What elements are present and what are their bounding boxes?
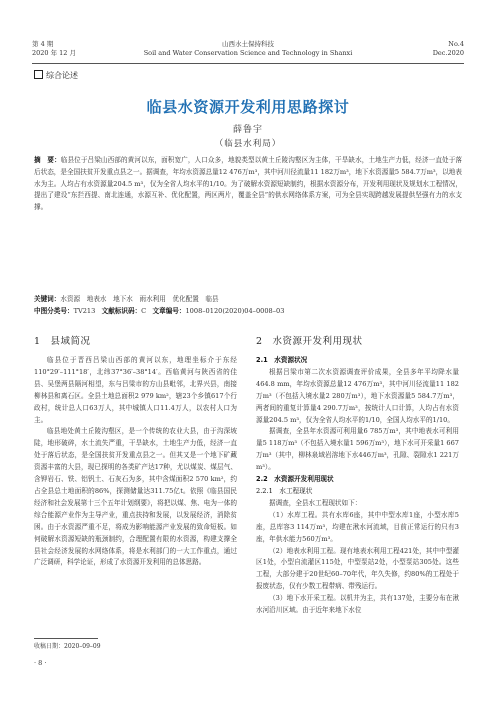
page-number: · 8 · xyxy=(34,659,47,667)
paragraph: 临县地处黄土丘陵沟壑区，是一个传统的农业大县，由于沟深坡陡，地形破碎，水土流失严重，干旱缺水，土地生产力低，经济一直处于落后状态，是全国扶贫开发重点县之一。但其又是一个地下矿藏资源丰富的大县，现已探明的各类矿产达17种，尤以煤炭、煤层气、含钾岩石、铁、铝钒土、石灰石为多，其中含煤面积2 570 km²，约占全县总土地面积的86%，探测储量达311.75亿t。依照《临县国民经济和社会发展第十三个五年计划纲要》，将把以煤、焦、电为一体的综合能源产业作为主导产业，重点扶持和发展，以发展经济，消除贫困。由于水资源严重不足，将成为影响能源产业发展的致命短板。如何破解水资源短缺的瓶颈制约，合理配置有限的水资源，构建支撑全县社会经济发展的水网络体系，将是水利部门的一大工作重点，通过广泛调研，科学论证，形成了水资源开发利用的总体思路。 xyxy=(34,427,237,567)
paragraph: （3）地下水开采工程。以机井为主，共有137处，主要分布在湫水河沿川区域。由于近年来地下水位 xyxy=(256,594,459,615)
classification-line xyxy=(34,306,462,317)
doc-code-label: 文献标识码： xyxy=(101,307,142,315)
footnote-rule xyxy=(34,638,98,639)
keywords xyxy=(34,294,462,305)
paragraph: 据调查，全县年水资源可利用量6 785万m³，其中地表水可利用量5 118万m³（不包括入境水量1 596万m³），地下水可开采量1 667万m³（其中，柳林泉域岩溶地下水446万m³，孔隙、裂隙水1 221万m³）。 xyxy=(256,427,459,472)
section-heading-1: 1 县域简况 xyxy=(34,336,91,347)
keywords-text: 水资源 地表水 地下水 雨水利用 优化配置 临县 xyxy=(60,295,219,303)
article-title: 临县水资源开发利用思路探讨 xyxy=(146,98,350,116)
paragraph: 根据吕梁市第二次水资源调查评价成果，全县多年平均降水量464.8 mm，年均水资源总量12 476万m³，其中河川径流量11 182万m³（不包括入境水量2 280万m³），地下水资源量5 584.7万m³，两者间的重复计算量4 290.7万m³，按统计人口计算，人均占有水资源量204.5 m³，仅为全省人均水平的1/10，全国人均水平的1/10。 xyxy=(256,367,459,424)
paragraph: 据调查，全县水工程现状如下： xyxy=(269,498,362,507)
paragraph: 临县位于晋西吕梁山西部的黄河以东，地理坐标介于东经110°29′–111°18′，北纬37°36′–38°14′。西临黄河与陕西省的佳县、吴堡两县隔河相望，东与吕梁市的方山县毗邻，北界兴县，南接柳林县和离石区。全县土地总面积2 979 km²，辖23个乡镇617个行政村，统计总人口63万人，其中城镇人口11.4万人，以农村人口为主。 xyxy=(34,356,237,424)
subsection-heading-2-1: 2.1 水资源状况 xyxy=(256,356,308,364)
header-center xyxy=(32,40,464,58)
abstract-label: 摘 要： xyxy=(34,156,61,164)
subsection-heading-2-2: 2.2 水资源开发利用现状 xyxy=(256,475,334,484)
left-column xyxy=(34,335,237,569)
header-right xyxy=(433,40,464,58)
paragraph: （1）水库工程。共有水库6座，其中中型水库1座，小型水库5座，总库容3 114万m³，均建在湫水河流域，目前正常运行的只有3座，年供水能力560万m³。 xyxy=(256,510,459,543)
abstract-text: 临县位于吕梁山西部的黄河以东，面积宽广，人口众多，地貌类型以黄土丘陵沟壑区为主体，干旱缺水，土地生产力低，经济一直处于落后状态，是全国扶贫开发重点县之一。据调查，年均水资源总量12 476万m³，其中河川径流量11 182万m³，地下水资源量5 584.7万m³，以地表水为主。人均占有水资源量204.5 m³，仅为全省人均水平的1/10。为了破解水资源短缺制约，根据水资源分布，开发利用现状及规划水工程情况，提出了建设“东拦西提、南北连通，水源互补、优化配置，两区两片，覆盖全县”的供水网络体系方案，可为全县实现跨越发展提供坚强有力的水支撑。 xyxy=(34,156,463,212)
running-header xyxy=(32,40,464,62)
header-issue: 第 4 期 xyxy=(32,40,54,48)
keywords-label: 关键词： xyxy=(34,295,61,303)
header-date-en: Dec.2020 xyxy=(432,49,464,57)
section-tag xyxy=(34,70,78,81)
article-author: 薛鲁宇 xyxy=(232,125,263,135)
header-journal-cn: 山西水土保持科技 xyxy=(222,40,274,48)
doc-code-value: C xyxy=(141,307,147,315)
section-tag-label: 综合论述 xyxy=(46,71,78,80)
section-heading-2: 2 水资源开发利用现状 xyxy=(256,336,363,347)
article-no-value: 1008–0120(2020)04–0008–03 xyxy=(185,307,285,315)
right-column xyxy=(256,335,459,617)
header-journal-en: Soil and Water Conservation Science and Technology in Shanxi xyxy=(143,49,353,57)
paragraph: （2）地表水利用工程。现有地表水利用工程421处，其中中型灌区1处，小型自流灌区115处，中型泵站2处，小型泵站305处。这些工程，大部分建于20世纪60–70年代，年久失修，约80%的工程处于报废状态，仅有少数工程带病、带残运行。 xyxy=(256,546,459,591)
clc-label: 中图分类号： xyxy=(34,307,74,315)
subsubsection-heading-2-2-1: 2.2.1 水工程现状 xyxy=(256,486,313,495)
article-no-label: 文章编号： xyxy=(152,307,186,315)
checkbox-square-icon xyxy=(34,70,43,79)
header-no: No.4 xyxy=(448,40,464,48)
header-rule xyxy=(32,63,464,64)
header-date-cn: 2020 年 12 月 xyxy=(32,49,77,57)
article-affiliation: （临县水利局） xyxy=(214,139,282,149)
received-date-footnote: 收稿日期：2020–09–09 xyxy=(34,643,101,650)
abstract xyxy=(34,155,462,214)
clc-value: TV213 xyxy=(73,307,96,315)
